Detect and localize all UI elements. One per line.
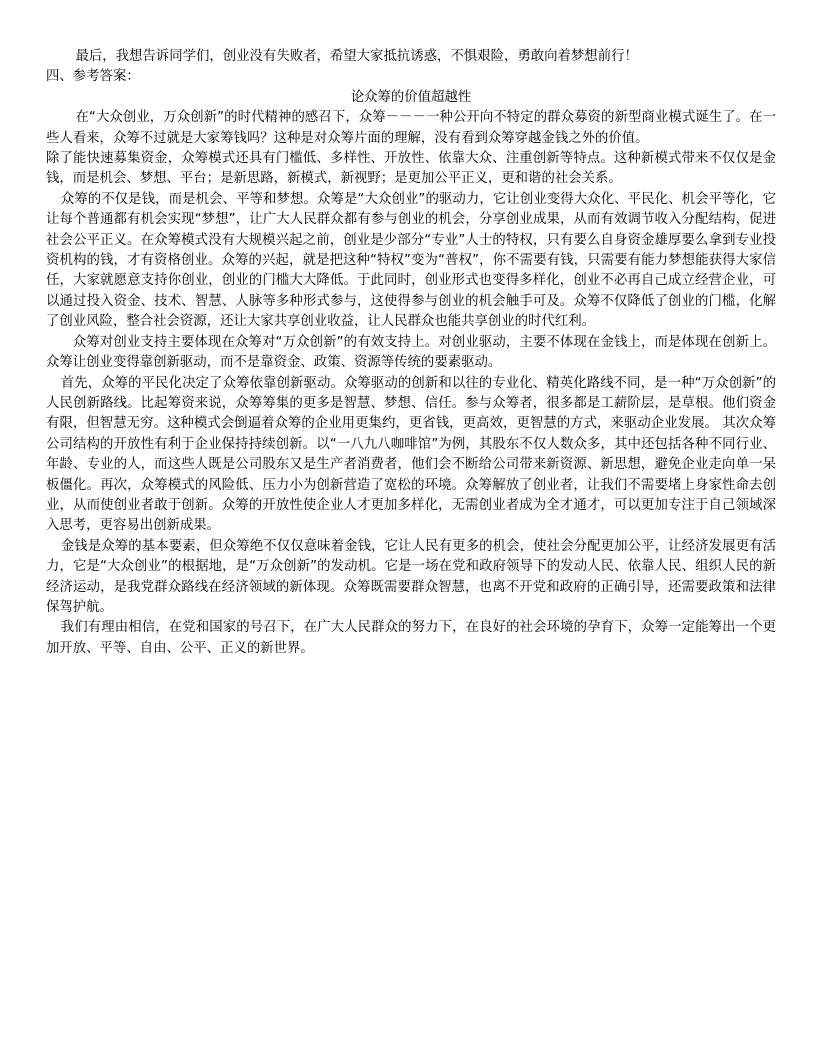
document-page (46, 47, 776, 659)
essay-paragraph-2: 除了能快速募集资金，众筹模式还具有门槛低、多样性、开放性、依靠大众、注重创新等特点。这种新模式带来不仅仅是金钱，而是机会、梦想、平台；是新思路，新模式，新视野；是更加公平正义，更和谐的社会关系。 (46, 151, 776, 187)
section-heading: 四、参考答案： (46, 69, 140, 85)
essay-paragraph-4: 众筹对创业支持主要体现在众筹对“万众创新”的有效支持上。对创业驱动，主要不体现在金钱上，而是体现在创新上。众筹让创业变得靠创新驱动，而不是靠资金、政策、资源等传统的要素驱动。 (46, 334, 776, 371)
essay-paragraph-3: 众筹的不仅是钱，而是机会、平等和梦想。众筹是“大众创业”的驱动力，它让创业变得大众化、平民化、机会平等化，它让每个普通都有机会实现“梦想”，让广大人民群众都有参与创业的机会，分享创业成果，从而有效调节收入分配结构，促进社会公平正义。在众筹模式没有大规模兴起之前，创业是少部分“专业”人士的特权，只有要么自身资金雄厚要么拿到专业投资机构的钱，才有资格创业。众筹的兴起，就是把这种“特权”变为“普权”，你不需要有钱，只需要有能力梦想能获得大家信任，大家就愿意支持你创业，创业的门槛大大降低。于此同时，创业形式也变得多样化，创业不必再自己成立经营企业，可以通过投入资金、技术、智慧、人脉等多种形式参与，这使得参与创业的机会触手可及。众筹不仅降低了创业的门槛，化解了创业风险，整合社会资源，还让大家共享创业收益，让人民群众也能共享创业的时代红利。 (46, 191, 776, 330)
essay-title: 论众筹的价值超越性 (350, 89, 472, 105)
essay-paragraph-7: 我们有理由相信，在党和国家的号召下，在广大人民群众的努力下，在良好的社会环境的孕育下，众筹一定能筹出一个更加开放、平等、自由、公平、正义的新世界。 (46, 620, 776, 656)
essay-paragraph-6: 金钱是众筹的基本要素，但众筹绝不仅仅意味着金钱，它让人民有更多的机会，使社会分配更加公平，让经济发展更有活力，它是“大众创业”的根据地，是“万众创新”的发动机。它是一场在党和政府领导下的发动人民、依靠人民、组织人民的新经济运动，是我党群众路线在经济领域的新体现。众筹既需要群众智慧，也离不开党和政府的正确引导，还需要政策和法律保驾护航。 (46, 538, 776, 615)
essay-paragraph-1: 在“大众创业，万众创新”的时代精神的感召下，众筹－－－一种公开向不特定的群众募资的新型商业模式诞生了。在一些人看来，众筹不过就是大家筹钱吗？这种是对众筹片面的理解，没有看到众筹穿越金钱之外的价值。 (46, 110, 776, 146)
closing-line: 最后，我想告诉同学们，创业没有失败者，希望大家抵抗诱惑，不惧艰险，勇敢向着梦想前行！ (75, 49, 638, 64)
essay-paragraph-5: 首先，众筹的平民化决定了众筹依靠创新驱动。众筹驱动的创新和以往的专业化、精英化路线不同，是一种“万众创新”的人民创新路线。比起筹资来说，众筹筹集的更多是智慧、梦想、信任。参与众筹者，很多都是工薪阶层，是草根。他们资金有限，但智慧无穷。这种模式会倒逼着众筹的企业用更集约，更省钱，更高效，更智慧的方式，来驱动企业发展。 其次众筹公司结构的开放性有利于企业保持持续创新。以“一八九八咖啡馆”为例，其股东不仅人数众多，其中还包括各种不同行业、年龄、专业的人，而这些人既是公司股东又是生产者消费者，他们会不断给公司带来新资源、新思想，避免企业走向单一呆板僵化。再次，众筹模式的风险低、压力小为创新营造了宽松的环境。众筹解放了创业者，让我们不需要堵上身家性命去创业，从而使创业者敢于创新。众筹的开放性使企业人才更加多样化，无需创业者成为全才通才，可以更加专注于自己领域深入思考，更容易出创新成果。 (46, 375, 776, 534)
